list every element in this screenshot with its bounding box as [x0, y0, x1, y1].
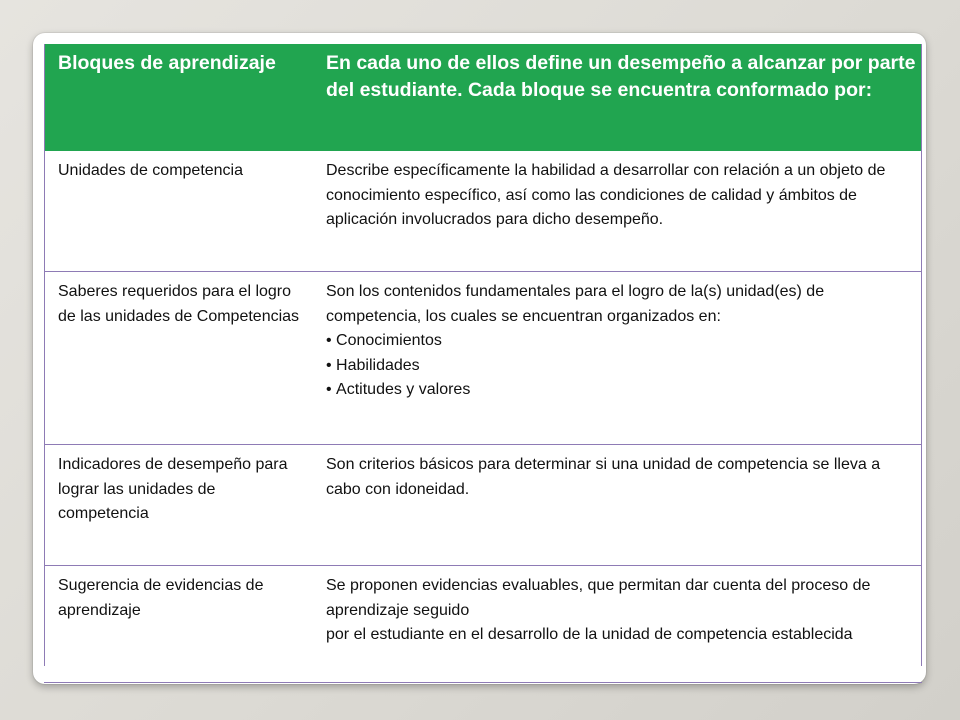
- row-label-required-knowledge: Saberes requeridos para el logro de las unidades de Competencias: [44, 272, 310, 445]
- header-description-cell: En cada uno de ellos define un desempeño a alcanzar por parte del estudiante. Cada bloque se encuentra conformado por:: [310, 44, 922, 151]
- learning-blocks-table: [44, 44, 922, 683]
- row-label-competence-units: Unidades de competencia: [44, 151, 310, 272]
- table-row: [44, 445, 922, 566]
- knowledge-bullet-list: [326, 329, 916, 403]
- bullet-item-skills: • Habilidades: [326, 354, 916, 379]
- table-row: [44, 272, 922, 445]
- header-blocks-cell: Bloques de aprendizaje: [44, 44, 310, 151]
- row-description-competence-units: Describe específicamente la habilidad a desarrollar con relación a un objeto de conocimiento específico, así como las condiciones de calidad y ámbitos de aplicación involucrados para dicho desempeño.: [310, 151, 922, 272]
- bullet-item-attitudes: • Actitudes y valores: [326, 378, 916, 403]
- row-description-evidence-suggestion: [310, 566, 922, 683]
- required-knowledge-intro: Son los contenidos fundamentales para el logro de la(s) unidad(es) de competencia, los cuales se encuentran organizados en:: [326, 283, 825, 325]
- row-label-evidence-suggestion: Sugerencia de evidencias de aprendizaje: [44, 566, 310, 683]
- row-label-performance-indicators: Indicadores de desempeño para lograr las unidades de competencia: [44, 445, 310, 566]
- row-description-performance-indicators: Son criterios básicos para determinar si una unidad de competencia se lleva a cabo con idoneidad.: [310, 445, 922, 566]
- evidence-description-line-1: Se proponen evidencias evaluables, que permitan dar cuenta del proceso de aprendizaje seguido: [326, 577, 871, 619]
- evidence-description-line-2: por el estudiante en el desarrollo de la unidad de competencia establecida: [326, 626, 853, 643]
- bullet-item-knowledge: • Conocimientos: [326, 329, 916, 354]
- table-header-row: [44, 44, 922, 151]
- row-description-required-knowledge: [310, 272, 922, 445]
- table-row: [44, 566, 922, 683]
- table-row: [44, 151, 922, 272]
